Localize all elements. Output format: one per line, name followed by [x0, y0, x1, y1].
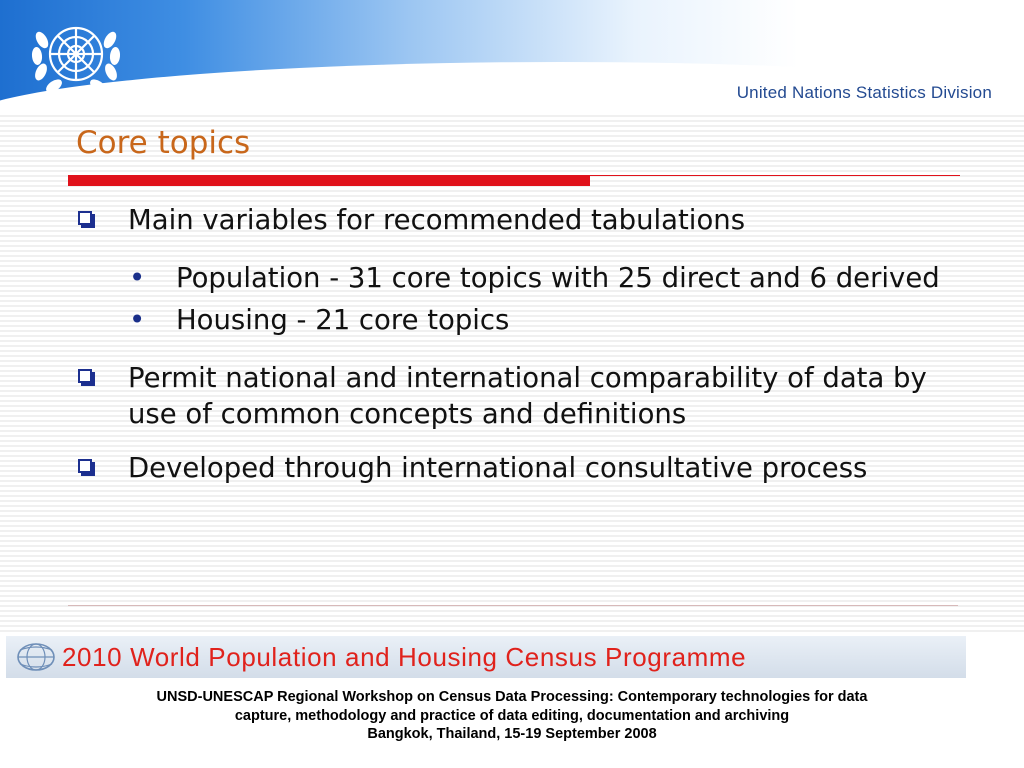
banner-title: 2010 World Population and Housing Census Programme	[62, 642, 747, 672]
slide-title: Core topics	[76, 125, 251, 161]
bullet-text: Main variables for recommended tabulations	[128, 204, 746, 236]
bullet-item	[76, 360, 966, 432]
checkbox-bullet-icon	[78, 211, 92, 225]
title-underline-thin	[590, 175, 960, 176]
sub-bullet-list	[76, 260, 966, 338]
sub-bullet-text: Housing - 21 core topics	[176, 304, 510, 336]
checkbox-bullet-icon	[78, 369, 92, 383]
footer-line: capture, methodology and practice of data editing, documentation and archiving	[234, 707, 790, 724]
dot-bullet-icon: •	[129, 262, 146, 294]
bullet-item	[76, 202, 966, 238]
bullet-text: Permit national and international comparability of data by use of common concepts and definitions	[128, 362, 927, 430]
title-underline	[68, 175, 590, 186]
bullet-text: Developed through international consultative process	[128, 452, 868, 484]
sub-bullet-text: Population - 31 core topics with 25 direct and 6 derived	[176, 262, 940, 294]
un-emblem-icon	[26, 10, 126, 102]
content-bottom-rule	[68, 605, 958, 606]
footer	[0, 688, 1024, 744]
dot-bullet-icon: •	[129, 304, 146, 336]
globe-logo-icon	[14, 640, 58, 674]
sub-bullet-item	[76, 260, 966, 296]
census-programme-banner	[6, 636, 966, 678]
slide-body	[76, 202, 966, 486]
bullet-item	[76, 450, 966, 486]
org-name: United Nations Statistics Division	[736, 83, 992, 102]
sub-bullet-item	[76, 302, 966, 338]
footer-line: UNSD-UNESCAP Regional Workshop on Census Data Processing: Contemporary technologies for data	[156, 689, 868, 705]
footer-line: Bangkok, Thailand, 15-19 September 2008	[367, 726, 657, 742]
checkbox-bullet-icon	[78, 459, 92, 473]
